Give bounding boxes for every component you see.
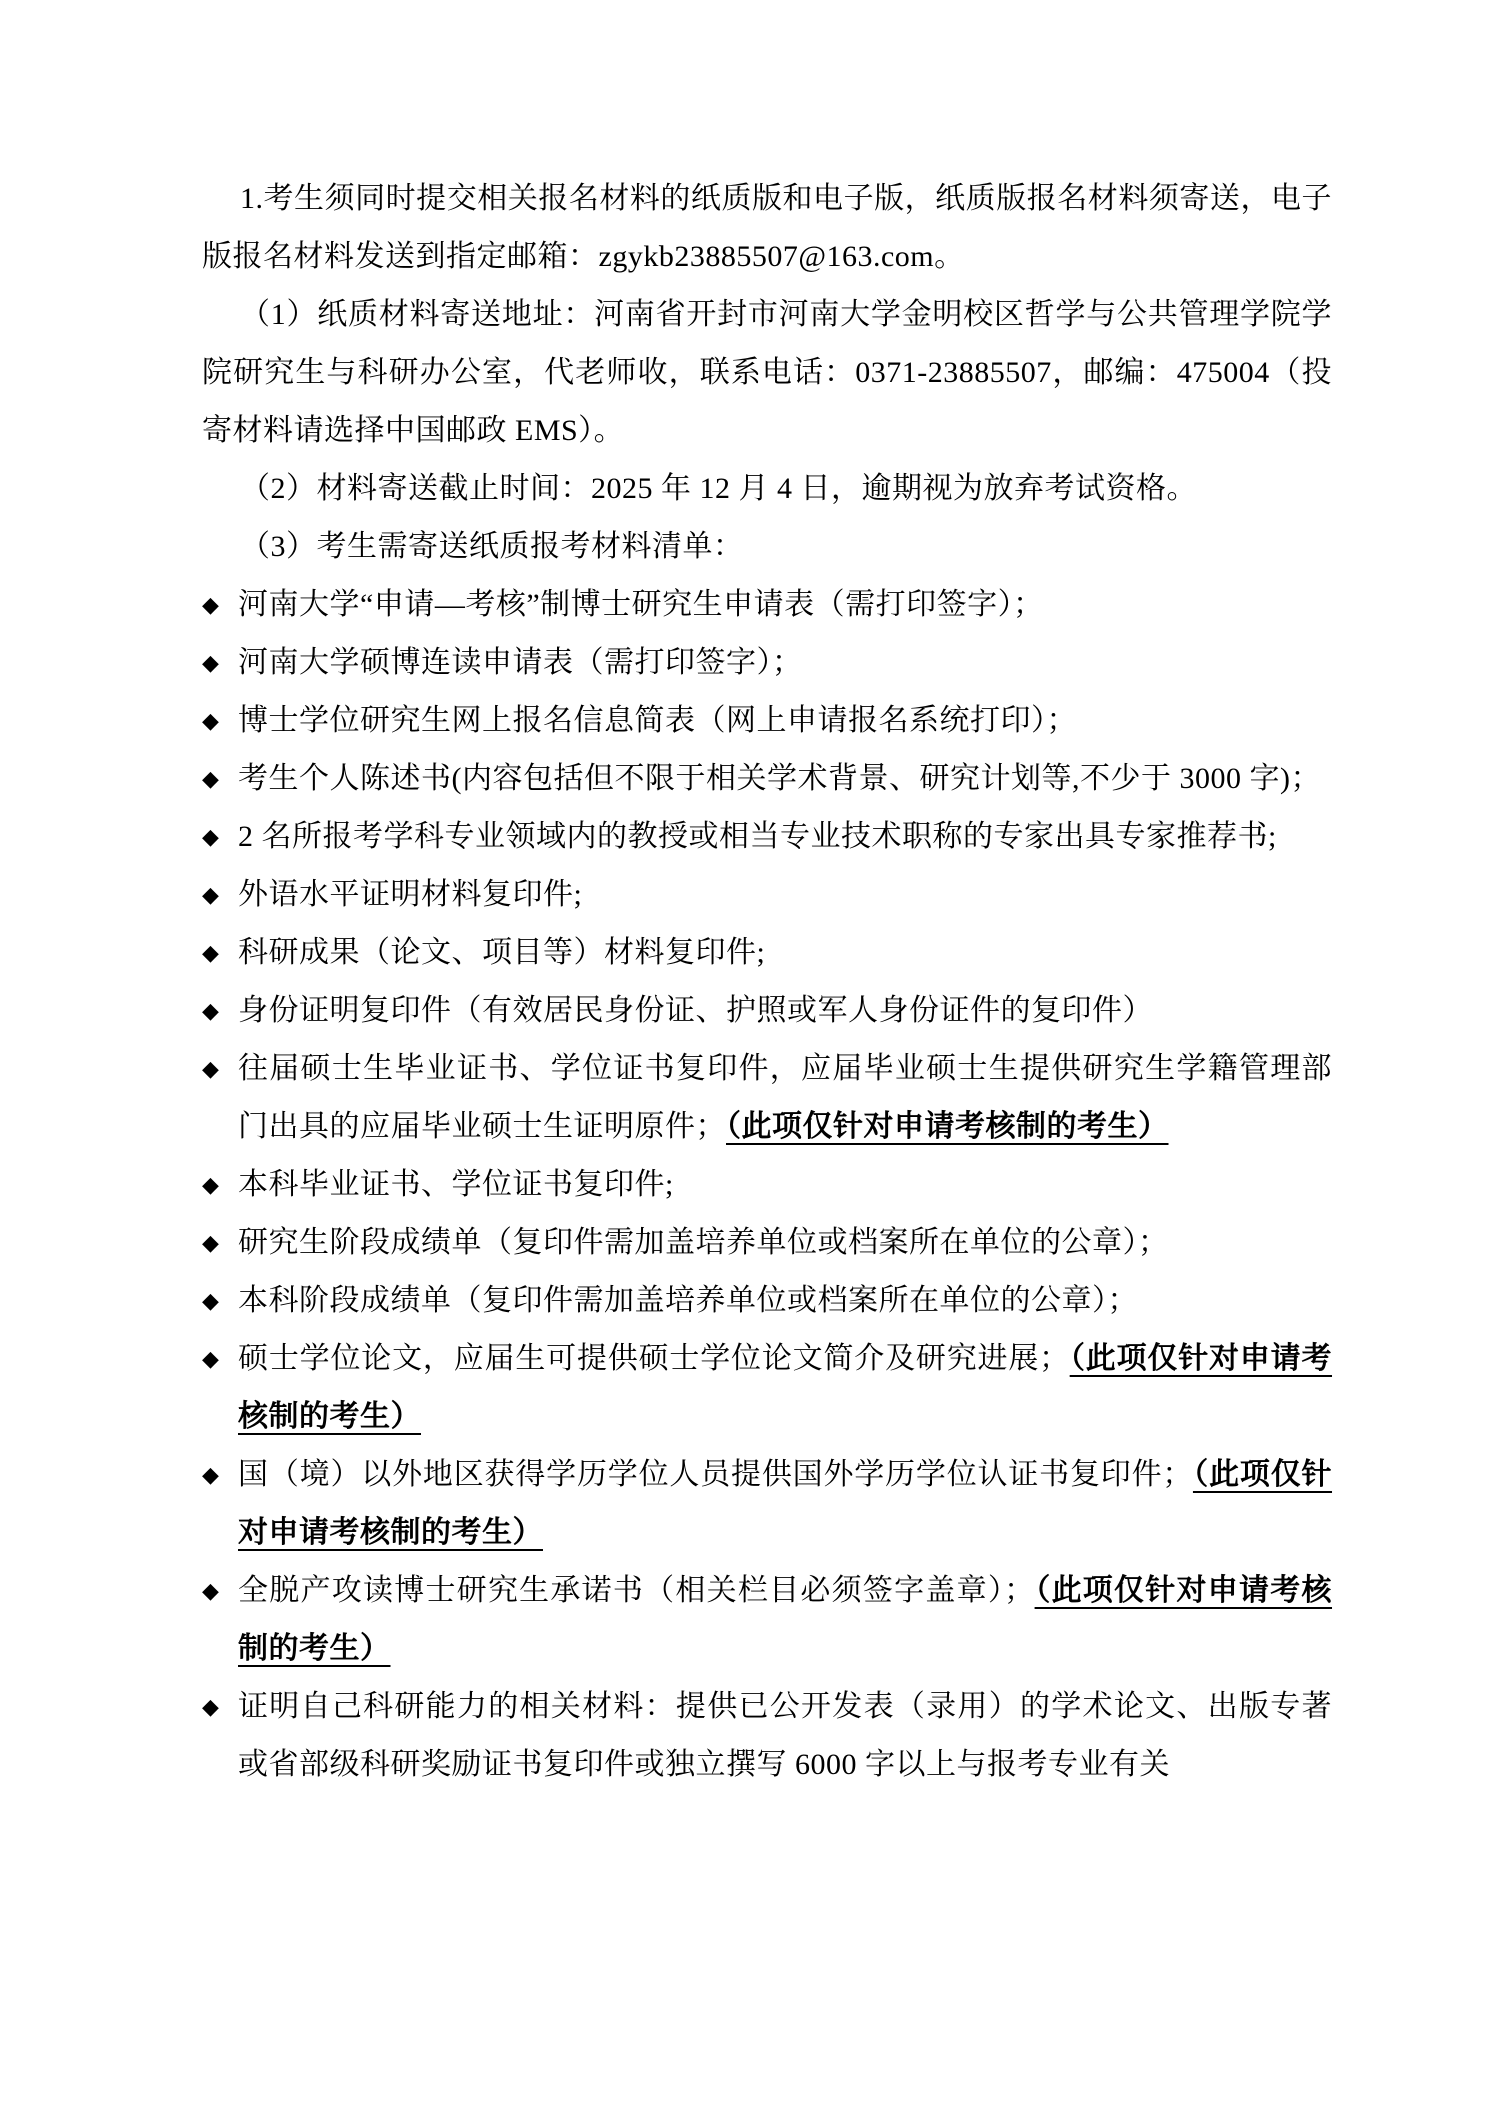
list-item: [202, 1040, 1332, 1156]
diamond-bullet-icon: ◆: [202, 1230, 220, 1255]
item-text: 硕士学位论文，应届生可提供硕士学位论文简介及研究进展；: [238, 1342, 1070, 1375]
emphasized-note: （此项仅针对申请考核制的考生）: [238, 1458, 1333, 1549]
emphasized-note: （此项仅针对申请考核制的考生）: [238, 1574, 1333, 1665]
item-text: 考生个人陈述书(内容包括但不限于相关学术背景、研究计划等,不少于 3000 字)；: [238, 762, 1321, 795]
item-text: 2 名所报考学科专业领域内的教授或相当专业技术职称的专家出具专家推荐书;: [238, 820, 1277, 853]
diamond-bullet-icon: ◆: [202, 940, 220, 965]
item-text: 外语水平证明材料复印件;: [238, 878, 583, 911]
diamond-bullet-icon: ◆: [202, 708, 220, 733]
list-item: [202, 1330, 1332, 1446]
item-text: 国（境）以外地区获得学历学位人员提供国外学历学位认证书复印件；: [238, 1458, 1193, 1491]
diamond-bullet-icon: ◆: [202, 824, 220, 849]
list-item: [202, 1678, 1332, 1794]
diamond-bullet-icon: ◆: [202, 1462, 220, 1487]
list-item: [202, 1272, 1332, 1330]
emphasized-note: （此项仅针对申请考核制的考生）: [726, 1110, 1169, 1143]
diamond-bullet-icon: ◆: [202, 1056, 220, 1081]
paragraph-mailing-address: （1）纸质材料寄送地址：河南省开封市河南大学金明校区哲学与公共管理学院学院研究生与科研办公室，代老师收，联系电话：0371-23885507，邮编：475004（投寄材料请选择中国邮政 EMS）。: [202, 298, 1332, 447]
diamond-bullet-icon: ◆: [202, 592, 220, 617]
list-item: [202, 866, 1332, 924]
item-text: 本科阶段成绩单（复印件需加盖培养单位或档案所在单位的公章）；: [238, 1284, 1138, 1317]
list-item: [202, 1214, 1332, 1272]
diamond-bullet-icon: ◆: [202, 1172, 220, 1197]
materials-list: [202, 576, 1332, 1794]
list-item: [202, 692, 1332, 750]
diamond-bullet-icon: ◆: [202, 998, 220, 1023]
paragraph-materials-list-intro: （3）考生需寄送纸质报考材料清单：: [240, 530, 744, 563]
diamond-bullet-icon: ◆: [202, 882, 220, 907]
diamond-bullet-icon: ◆: [202, 1346, 220, 1371]
list-item: [202, 1562, 1332, 1678]
item-text: 全脱产攻读博士研究生承诺书（相关栏目必须签字盖章）；: [238, 1574, 1035, 1607]
item-text: 研究生阶段成绩单（复印件需加盖培养单位或档案所在单位的公章）；: [238, 1226, 1169, 1259]
diamond-bullet-icon: ◆: [202, 766, 220, 791]
list-item: [202, 576, 1332, 634]
item-text: 河南大学“申请—考核”制博士研究生申请表（需打印签字）；: [238, 588, 1044, 621]
item-text: 科研成果（论文、项目等）材料复印件;: [238, 936, 766, 969]
emphasized-note: （此项仅针对申请考核制的考生）: [238, 1342, 1333, 1433]
diamond-bullet-icon: ◆: [202, 650, 220, 675]
item-text: 河南大学硕博连读申请表（需打印签字）；: [238, 646, 803, 679]
item-text: 往届硕士生毕业证书、学位证书复印件，应届毕业硕士生提供研究生学籍管理部门出具的应届毕业硕士生证明原件；: [238, 1052, 1332, 1143]
diamond-bullet-icon: ◆: [202, 1288, 220, 1313]
diamond-bullet-icon: ◆: [202, 1694, 220, 1719]
document-content: [202, 170, 1332, 1794]
list-item: [202, 1446, 1332, 1562]
paragraph-submission-requirement: 1.考生须同时提交相关报名材料的纸质版和电子版，纸质版报名材料须寄送，电子版报名材料发送到指定邮箱：zgykb23885507@163.com。: [202, 182, 1332, 273]
item-text: 身份证明复印件（有效居民身份证、护照或军人身份证件的复印件）: [238, 994, 1153, 1027]
list-item: [202, 750, 1332, 808]
paragraph-mailing-deadline: （2）材料寄送截止时间：2025 年 12 月 4 日，逾期视为放弃考试资格。: [240, 472, 1197, 505]
diamond-bullet-icon: ◆: [202, 1578, 220, 1603]
item-text: 证明自己科研能力的相关材料：提供已公开发表（录用）的学术论文、出版专著或省部级科研奖励证书复印件或独立撰写 6000 字以上与报考专业有关: [238, 1690, 1332, 1781]
list-item: [202, 1156, 1332, 1214]
list-item: [202, 982, 1332, 1040]
list-item: [202, 924, 1332, 982]
item-text: 本科毕业证书、学位证书复印件;: [238, 1168, 674, 1201]
item-text: 博士学位研究生网上报名信息简表（网上申请报名系统打印）；: [238, 704, 1077, 737]
list-item: [202, 634, 1332, 692]
list-item: [202, 808, 1332, 866]
